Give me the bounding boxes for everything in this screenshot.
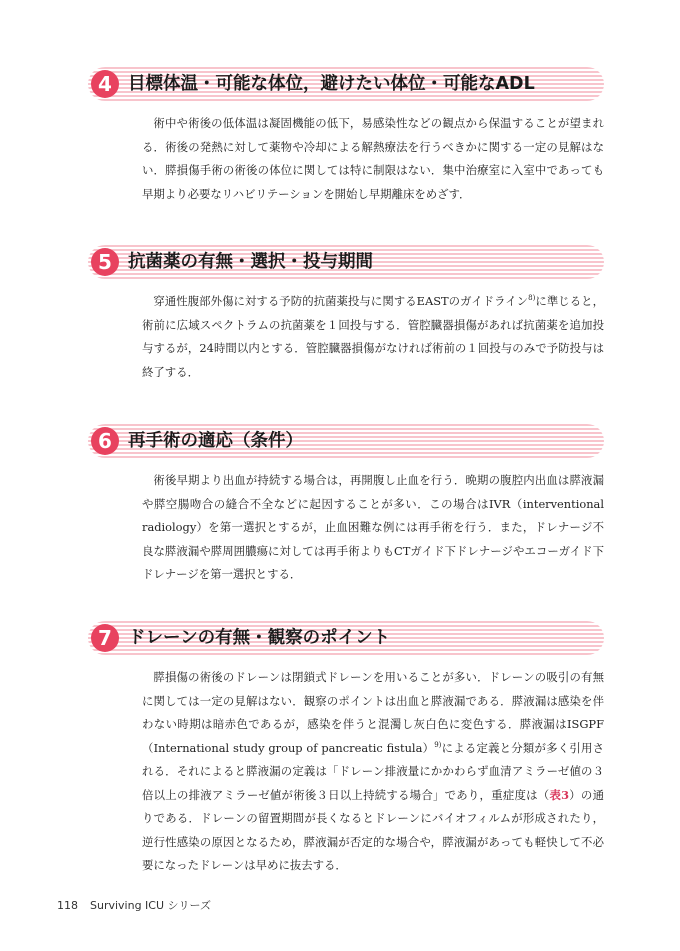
body-text: ）の通りである．ドレーンの留置期間が長くなるとドレーンにバイオフィルムが形成されたり，逆行性感染の原因となるため，膵液漏が否定的な場合や，膵液漏があっても軽快して不必要になったドレーンは早めに抜去する．	[142, 787, 604, 872]
series-name: Surviving ICU シリーズ	[90, 899, 211, 912]
reference-marker: 9)	[434, 740, 442, 749]
body-text: に準じると，術前に広域スペクトラムの抗菌薬を１回投与する．管腔臓器損傷があれば抗菌薬を追加投与するが，24時間以内とする．管腔臓器損傷がなければ術前の１回投与のみで予防投与は終了する．	[142, 294, 604, 379]
page-number: 118	[57, 899, 78, 912]
section-title: 目標体温・可能な体位，避けたい体位・可能なADL	[128, 74, 535, 94]
section-title: 再手術の適応（条件）	[128, 431, 303, 451]
section-number-badge: 7	[91, 624, 119, 652]
section-number-badge: 5	[91, 248, 119, 276]
reference-marker: 8)	[528, 294, 536, 303]
section-heading	[88, 621, 604, 655]
section-5	[88, 245, 604, 384]
section-title: 抗菌薬の有無・選択・投与期間	[128, 252, 373, 272]
page-footer	[57, 897, 211, 913]
section-body	[142, 666, 604, 878]
section-4	[88, 67, 604, 206]
section-6	[88, 424, 604, 587]
section-heading	[88, 245, 604, 279]
section-body: 術後早期より出血が持続する場合は，再開腹し止血を行う．晩期の腹腔内出血は膵液漏や膵空腸吻合の縫合不全などに起因することが多い．この場合はIVR（interventional radiology）を第一選択とするが，止血困難な例には再手術を行う．また，ドレナージ不良な膵液漏や膵周囲膿瘍に対しては再手術よりもCTガイド下ドレナージやエコーガイド下ドレナージを第一選択とする．	[142, 473, 604, 581]
body-text: 穿通性腹部外傷に対する予防的抗菌薬投与に関するEASTのガイドライン	[153, 294, 529, 308]
body-text: による定義と分類が多く引用される．それによると膵液漏の定義は「ドレーン排液量にかかわらず血清アミラーゼ値の３倍以上の排液アミラーゼ値が術後３日以上持続する場合」であり，重症度は（	[142, 740, 604, 802]
section-number-badge: 4	[91, 70, 119, 98]
section-heading	[88, 67, 604, 101]
section-body	[142, 290, 604, 384]
section-number-badge: 6	[91, 427, 119, 455]
section-body: 術中や術後の低体温は凝固機能の低下，易感染性などの観点から保温することが望まれる．術後の発熱に対して薬物や冷却による解熱療法を行うべきかに関する一定の見解はない．膵損傷手術の術後の体位に関しては特に制限はない．集中治療室に入室中であっても早期より必要なリハビリテーションを開始し早期離床をめざす．	[142, 116, 604, 201]
section-title: ドレーンの有無・観察のポイント	[128, 628, 391, 648]
section-heading	[88, 424, 604, 458]
section-7	[88, 621, 604, 878]
table-reference-link[interactable]: 表3	[549, 787, 570, 802]
body-text: 膵損傷の術後のドレーンは閉鎖式ドレーンを用いることが多い．ドレーンの吸引の有無に関しては一定の見解はない．観察のポイントは出血と膵液漏である．膵液漏は感染を伴わない時期は暗赤色であるが，感染を伴うと混濁し灰白色に変色する．膵液漏はISGPF（International study group of pancreatic fistula）	[142, 670, 604, 755]
